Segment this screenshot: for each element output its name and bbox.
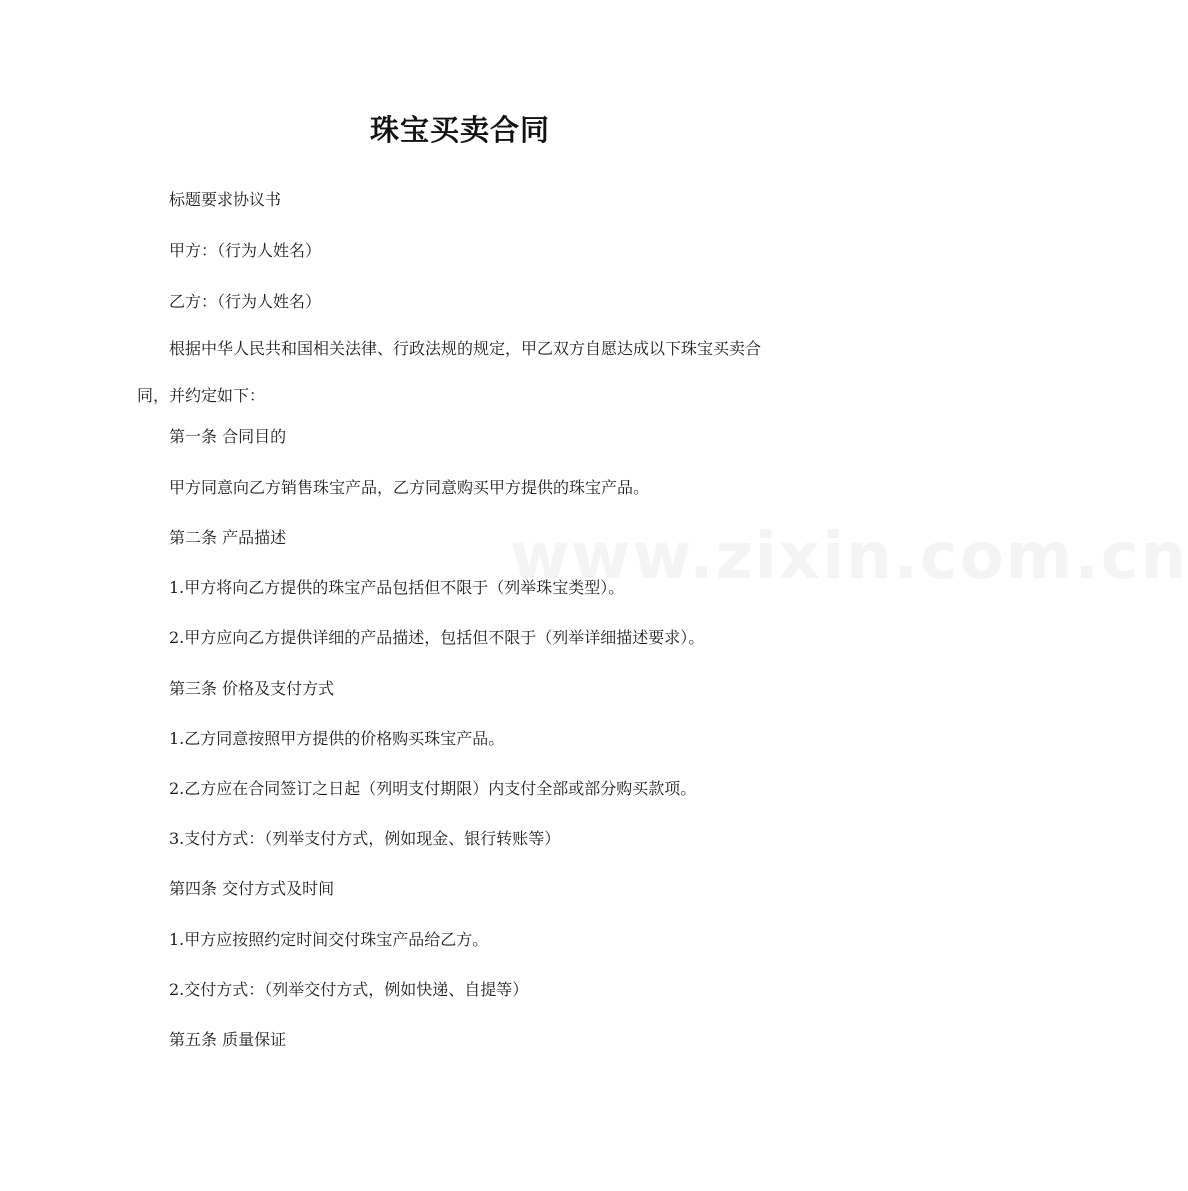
paragraph-party-a: 甲方：（行为人姓名） [169, 241, 322, 260]
article-1-text: 甲方同意向乙方销售珠宝产品，乙方同意购买甲方提供的珠宝产品。 [169, 478, 650, 497]
article-2-heading: 第二条 产品描述 [169, 528, 287, 547]
article-2-item-2: 2.甲方应向乙方提供详细的产品描述，包括但不限于（列举详细描述要求）。 [169, 628, 705, 647]
article-3-item-3: 3.支付方式：（列举支付方式，例如现金、银行转账等） [169, 829, 561, 848]
article-4-item-1: 1.甲方应按照约定时间交付珠宝产品给乙方。 [169, 930, 489, 949]
article-4-heading: 第四条 交付方式及时间 [169, 879, 335, 898]
watermark: www.zixin.com.cn [510, 520, 1188, 594]
article-3-item-1: 1.乙方同意按照甲方提供的价格购买珠宝产品。 [169, 729, 505, 748]
paragraph-heading-note: 标题要求协议书 [169, 190, 282, 209]
article-4-item-2: 2.交付方式：（列举交付方式，例如快递、自提等） [169, 980, 529, 999]
article-3-heading: 第三条 价格及支付方式 [169, 679, 335, 698]
article-2-item-1: 1.甲方将向乙方提供的珠宝产品包括但不限于（列举珠宝类型）。 [169, 578, 625, 597]
article-5-heading: 第五条 质量保证 [169, 1030, 287, 1049]
paragraph-party-b: 乙方：（行为人姓名） [169, 292, 322, 311]
article-3-item-2: 2.乙方应在合同签订之日起（列明支付期限）内支付全部或部分购买款项。 [169, 779, 697, 798]
article-1-heading: 第一条 合同目的 [169, 427, 287, 446]
paragraph-preamble: 根据中华人民共和国相关法律、行政法规的规定，甲乙双方自愿达成以下珠宝买卖合同，并约定如下： [137, 339, 762, 405]
document-title: 珠宝买卖合同 [369, 113, 550, 147]
